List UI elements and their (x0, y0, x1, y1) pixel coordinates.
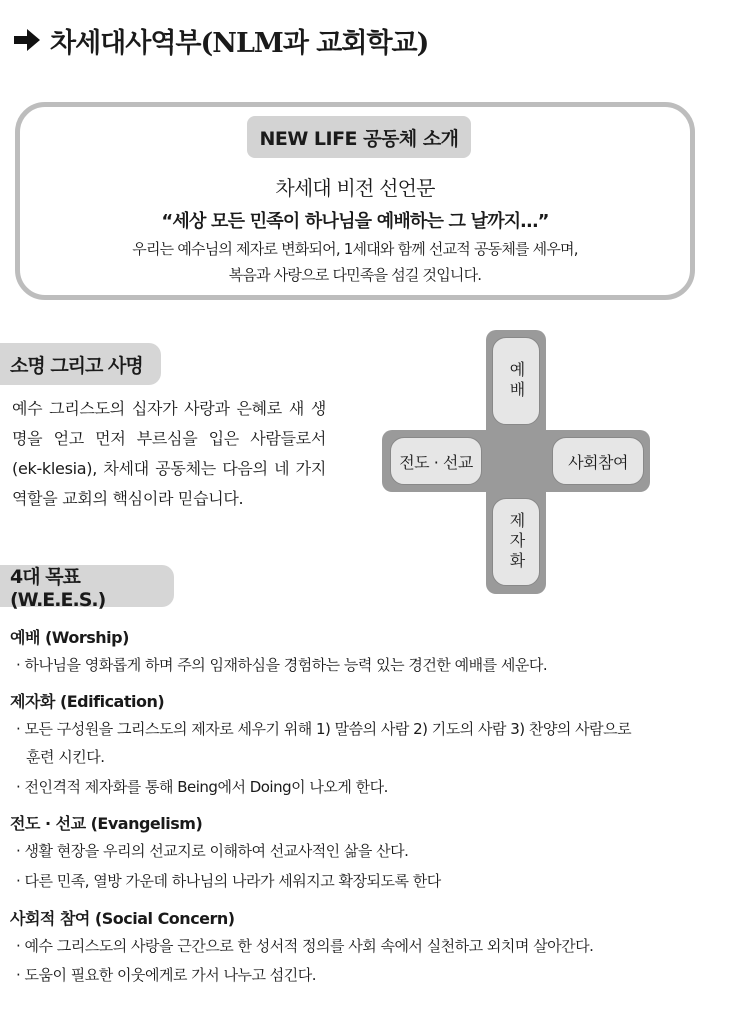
goal-title-evangelism: 전도 · 선교 (Evangelism) (10, 814, 203, 833)
goal-item: · 전인격적 제자화를 통해 Being에서 Doing이 나오게 한다. (16, 778, 388, 796)
vision-body-line-2: 복음과 사랑으로 다민족을 섬길 것입니다. (228, 266, 482, 284)
goal-item: · 모든 구성원을 그리스도의 제자로 세우기 위해 1) 말씀의 사람 2) 기도의 사람 3) 찬양의 사람으로 (16, 720, 632, 738)
cross-box-edification (492, 498, 540, 586)
section-tab-goals: 4대 목표 (W.E.E.S.) (0, 565, 174, 607)
cross-label-edification: 제자화 (507, 512, 526, 572)
cross-box-evangelism (390, 437, 482, 485)
vision-body-line-1: 우리는 예수님의 제자로 변화되어, 1세대와 함께 선교적 공동체를 세우며, (132, 240, 578, 258)
goal-item: · 예수 그리스도의 사랑을 근간으로 한 성서적 정의를 사회 속에서 실천하고 외치며 살아간다. (16, 937, 594, 955)
section-tab-calling: 소명 그리고 사명 (0, 343, 161, 385)
intro-badge: NEW LIFE 공동체 소개 (247, 116, 471, 158)
goal-item: · 다른 민족, 열방 가운데 하나님의 나라가 세워지고 확장되도록 한다 (16, 872, 441, 890)
cross-label-worship: 예배 (507, 361, 526, 401)
goal-title-social: 사회적 참여 (Social Concern) (10, 909, 235, 928)
cross-label-social: 사회참여 (568, 452, 628, 472)
cross-box-worship (492, 337, 540, 425)
page-header (12, 22, 428, 58)
calling-paragraph: 예수 그리스도의 십자가 사랑과 은혜로 새 생명을 얻고 먼저 부르심을 입은 사람들로서 (ek-klesia), 차세대 공동체는 다음의 네 가지 역할을 교회의 핵심이라 믿습니다. (12, 399, 326, 508)
goal-item-continued: 훈련 시킨다. (26, 748, 105, 766)
goal-item: · 하나님을 영화롭게 하며 주의 임재하심을 경험하는 능력 있는 경건한 예배를 세운다. (16, 656, 548, 674)
goal-item: · 도움이 필요한 이웃에게로 가서 나누고 섬긴다. (16, 966, 316, 984)
goal-title-edification: 제자화 (Edification) (10, 692, 165, 711)
page-title: 차세대사역부(NLM과 교회학교) (50, 27, 429, 59)
vision-title: 차세대 비전 선언문 (275, 176, 435, 200)
cross-box-social (552, 437, 644, 485)
cross-label-evangelism: 전도 · 선교 (399, 452, 473, 472)
goal-item: · 생활 현장을 우리의 선교지로 이해하여 선교사적인 삶을 산다. (16, 842, 409, 860)
goal-title-worship: 예배 (Worship) (10, 628, 129, 647)
vision-quote: “세상 모든 민족이 하나님을 예배하는 그 날까지…” (161, 211, 549, 232)
arrow-right-icon (12, 27, 42, 53)
